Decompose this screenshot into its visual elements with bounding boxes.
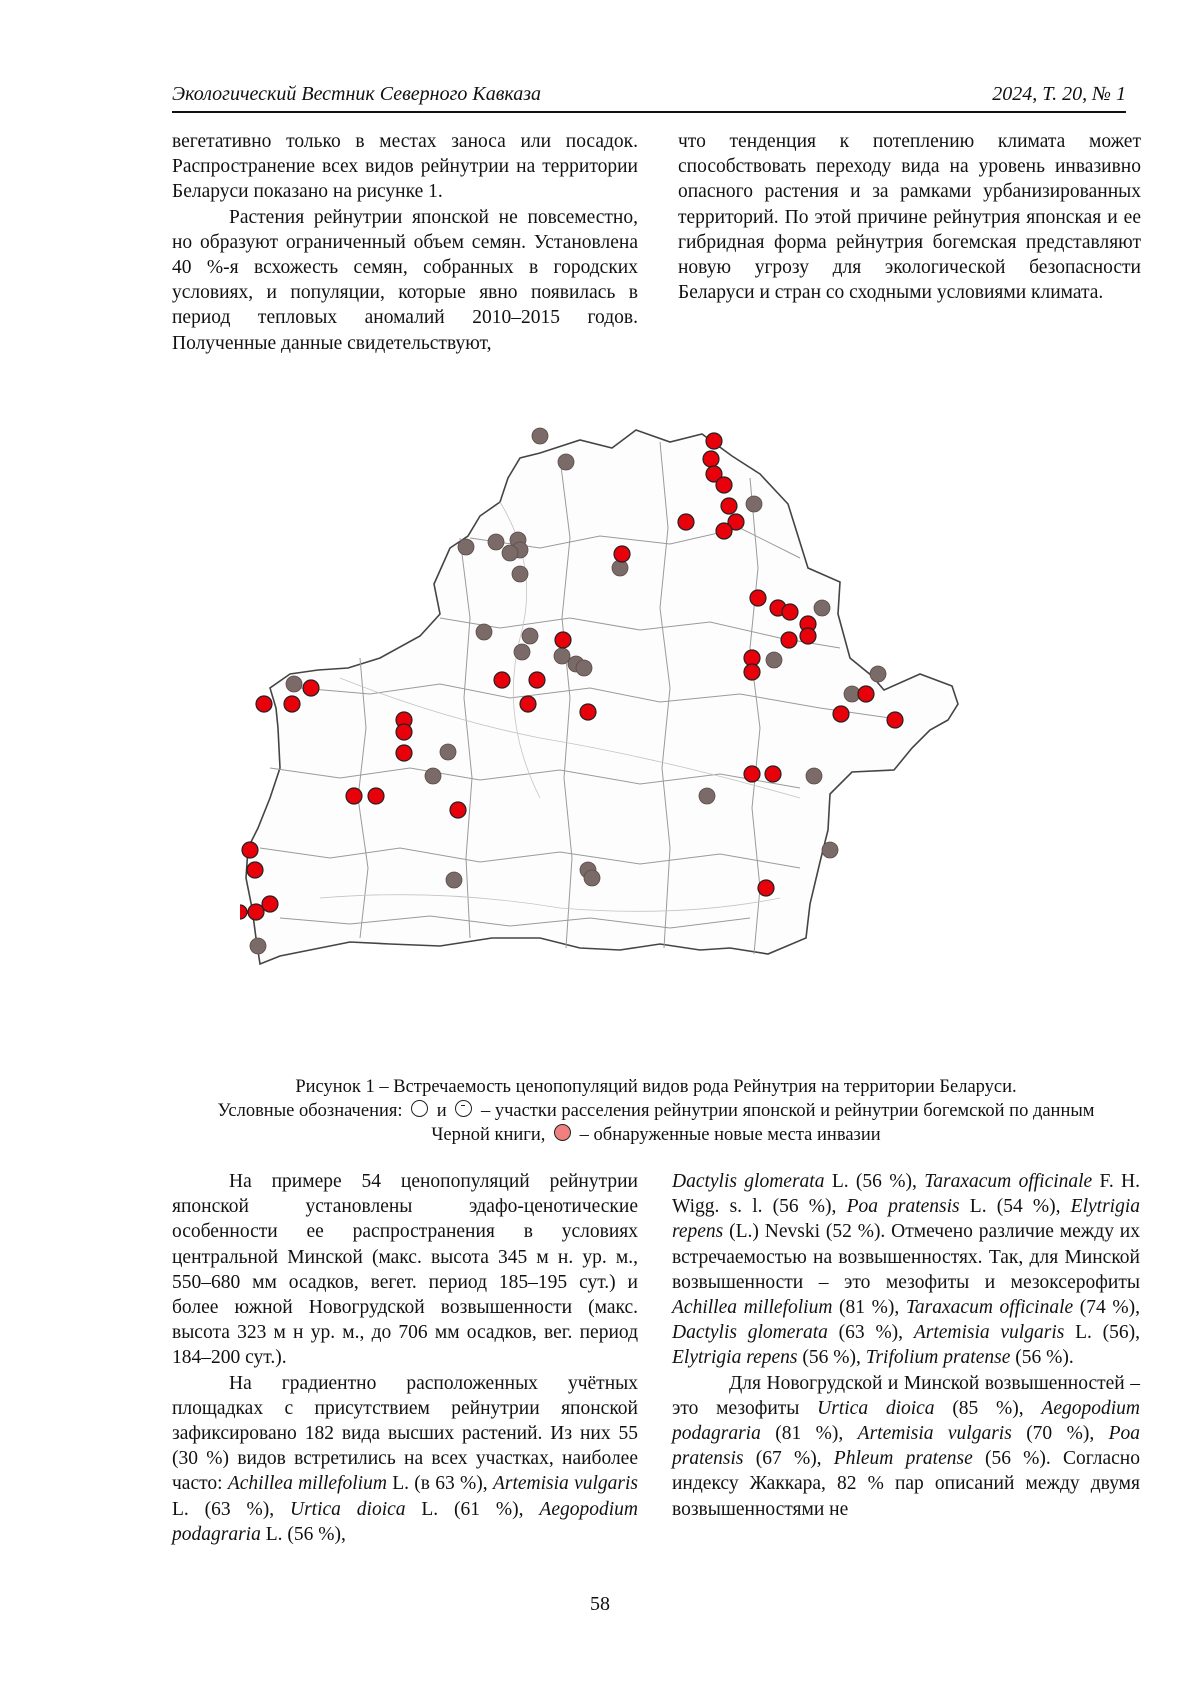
top-right-column [678, 129, 1141, 305]
black-book-marker [558, 454, 574, 470]
species-name: Phleum pratense [833, 1448, 973, 1470]
black-book-marker [822, 842, 838, 858]
black-book-marker [425, 768, 441, 784]
species-name: Achillea millefolium [227, 1473, 387, 1495]
species-name: Poa pratensis [672, 1423, 1141, 1470]
invasion-marker [242, 842, 258, 858]
black-book-marker [512, 566, 528, 582]
invasion-marker [703, 451, 719, 467]
invasion-marker [678, 514, 694, 530]
invasion-marker [887, 712, 903, 728]
caption-legend-line [172, 1123, 1140, 1147]
pink-circle-icon [554, 1124, 571, 1141]
black-book-marker [476, 624, 492, 640]
black-book-marker [514, 644, 530, 660]
species-name: Dactylis glomerata [672, 1322, 828, 1344]
black-book-marker [870, 666, 886, 682]
bottom-right-column [672, 1169, 1140, 1522]
invasion-marker [750, 590, 766, 606]
invasion-marker [240, 905, 247, 919]
invasion-marker [744, 664, 760, 680]
invasion-marker [833, 706, 849, 722]
species-name: Trifolium pratense [865, 1347, 1011, 1369]
legend-label: Условные обозначения: [217, 1101, 403, 1121]
species-name: Elytrigia repens [672, 1347, 798, 1369]
invasion-marker [580, 704, 596, 720]
open-circle-icon [411, 1100, 428, 1117]
legend-text: – участки расселения рейнутрии японской и рейнутрии богемской по данным [480, 1101, 1095, 1121]
top-left-column [172, 129, 638, 356]
black-book-marker [440, 744, 456, 760]
black-book-marker [532, 428, 548, 444]
invasion-marker [346, 788, 362, 804]
species-name: Urtica dioica [290, 1498, 406, 1520]
black-book-marker [699, 788, 715, 804]
invasion-marker [368, 788, 384, 804]
black-book-marker [746, 496, 762, 512]
caption-legend-line [172, 1099, 1140, 1123]
legend-conjunction: и [436, 1101, 447, 1121]
invasion-marker [800, 628, 816, 644]
invasion-marker [781, 632, 797, 648]
legend-text: Черной книги, [431, 1125, 546, 1145]
invasion-marker [256, 696, 272, 712]
running-header [172, 83, 1126, 113]
invasion-marker [614, 546, 630, 562]
volume-info: 2024, Т. 20, № 1 [992, 83, 1126, 105]
species-name: Artemisia vulgaris [857, 1423, 1012, 1445]
invasion-marker [555, 632, 571, 648]
paragraph: На градиентно расположенных учётных площадках с присутствием рейнутрии японской зафиксировано 182 вида высших растений. Из них 55 (30 %) видов встретились на всех участках, наиболее часто: Achillea millefolium L. (в 63 %), Artemisia vulgaris L. (63 %), Urtica dioica L. (61 %), Aegopodium podagraria L. (56 %), [172, 1372, 638, 1545]
black-book-marker [488, 534, 504, 550]
invasion-marker [248, 904, 264, 920]
invasion-marker [744, 766, 760, 782]
paragraph: что тенденция к потеплению климата может способствовать переходу вида на уровень инвазивно опасного растения и за рамками урбанизированных территорий. По этой причине рейнутрия японская и ее гибридная форма рейнутрия богемская представляют новую угрозу для экологической безопасности Беларуси и стран со сходными условиями климата. [678, 131, 1141, 304]
legend-text: – обнаруженные новые места инвазии [579, 1125, 881, 1145]
black-book-marker [250, 938, 266, 954]
black-book-marker [766, 652, 782, 668]
species-name: Poa pratensis [846, 1196, 960, 1218]
black-book-marker [446, 872, 462, 888]
invasion-marker [716, 523, 732, 539]
invasion-marker [494, 672, 510, 688]
black-book-marker [554, 648, 570, 664]
caption-title: Рисунок 1 – Встречаемость ценопопуляций видов рода Рейнутрия на территории Беларуси. [295, 1077, 1017, 1097]
invasion-marker [721, 498, 737, 514]
species-name: Urtica dioica [817, 1397, 935, 1419]
invasion-marker [758, 880, 774, 896]
invasion-marker [520, 696, 536, 712]
black-book-marker [502, 545, 518, 561]
species-name: Dactylis glomerata [672, 1171, 825, 1192]
black-book-marker [806, 768, 822, 784]
invasion-marker [450, 802, 466, 818]
bottom-left-column [172, 1169, 638, 1547]
species-name: Taraxacum officinale [924, 1171, 1093, 1192]
belarus-distribution-map [240, 418, 1060, 1078]
paragraph: Для Новогрудской и Минской возвышенностей – это мезофиты Urtica dioica (85 %), Aegopodium podagraria (81 %), Artemisia vulgaris (70 %), Poa pratensis (67 %), Phleum pratense (56 %). Согласно индексу Жаккара, 82 % пар описаний между двумя возвышенностями не [672, 1372, 1141, 1520]
black-book-marker [522, 628, 538, 644]
page-number: 58 [590, 1593, 610, 1615]
black-book-marker [576, 660, 592, 676]
invasion-marker [396, 724, 412, 740]
species-name: Elytrigia repens [672, 1196, 1140, 1243]
species-name: Artemisia vulgaris [913, 1322, 1065, 1344]
invasion-marker [858, 686, 874, 702]
invasion-marker [529, 672, 545, 688]
black-book-marker [584, 870, 600, 886]
paragraph: Растения рейнутрии японской не повсеместно, но образуют ограниченный объем семян. Установлена 40 %-я всхожесть семян, собранных в городских условиях, и популяции, которые явно появилась в период тепловых аномалий 2010–2015 годов. Полученные данные свидетельствуют, [172, 206, 638, 354]
black-book-marker [458, 539, 474, 555]
invasion-marker [782, 604, 798, 620]
circle-with-dash-icon [455, 1100, 472, 1117]
paragraph: вегетативно только в местах заноса или посадок. Распространение всех видов рейнутрии на территории Беларуси показано на рисунке 1. [172, 131, 638, 203]
species-name: Aegopodium podagraria [172, 1498, 638, 1545]
black-book-marker [612, 560, 628, 576]
species-name: Achillea millefolium [672, 1297, 833, 1319]
species-name: Taraxacum officinale [905, 1297, 1074, 1319]
species-name: Aegopodium podagraria [672, 1397, 1140, 1445]
invasion-marker [706, 433, 722, 449]
paragraph: Dactylis glomerata L. (56 %), Taraxacum officinale F. H. Wigg. s. l. (56 %), Poa pratensis L. (54 %), Elytrigia repens (L.) Nevski (52 %). Отмечено различие между их встречаемостью на возвышенностях. Так, для Минской возвышенности – это мезофиты и мезоксерофиты Achillea millefolium (81 %), Taraxacum officinale (74 %), Dactylis glomerata (63 %), Artemisia vulgaris L. (56), Elytrigia repens (56 %), Trifolium pratense (56 %). [672, 1171, 1141, 1369]
invasion-marker [716, 477, 732, 493]
black-book-marker [814, 600, 830, 616]
black-book-marker [286, 676, 302, 692]
paragraph: На примере 54 ценопопуляций рейнутрии японской установлены эдафо-ценотические особенности ее распространения в условиях центральной Минской (макс. высота 345 м н. ур. м., 550–680 мм осадков, вегет. период 185–195 сут.) и более южной Новогрудской возвышенности (макс. высота 323 м н ур. м., до 706 мм осадков, вег. период 184–200 сут.). [172, 1171, 638, 1369]
invasion-marker [303, 680, 319, 696]
invasion-marker [247, 862, 263, 878]
invasion-marker [262, 896, 278, 912]
figure-caption [172, 1075, 1140, 1147]
species-name: Artemisia vulgaris [492, 1473, 638, 1495]
invasion-marker [765, 766, 781, 782]
invasion-marker [284, 696, 300, 712]
invasion-marker [396, 745, 412, 761]
journal-title: Экологический Вестник Северного Кавказа [172, 83, 542, 105]
